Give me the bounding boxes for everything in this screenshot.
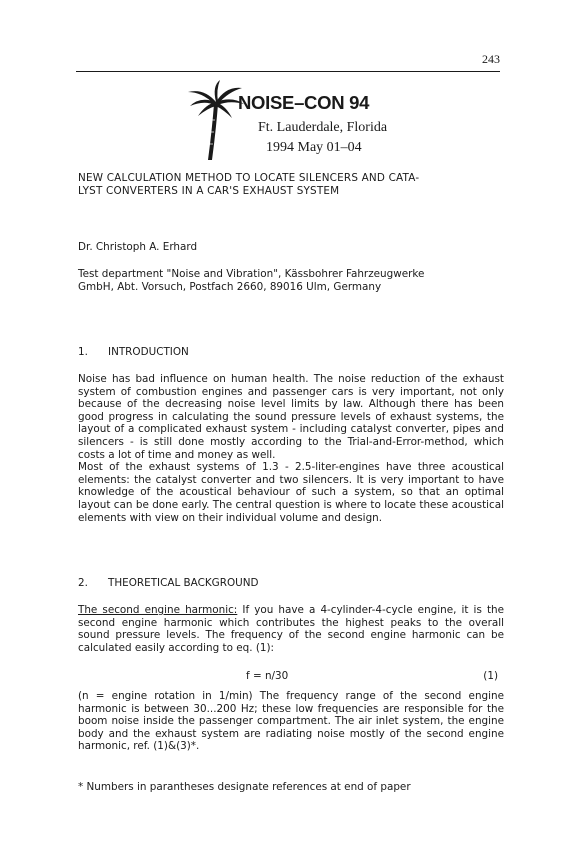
equation-number: (1) xyxy=(483,670,498,682)
paper-title-line-2: LYST CONVERTERS IN A CAR'S EXHAUST SYSTEM xyxy=(78,184,340,197)
introduction-paragraph-1: Noise has bad influence on human health. The noise reduction of the exhaust system of combustion engines and passenger cars is very important, not only because of the decreasing noise level limits by law. Although there has been good progress in calculating the sound pressure levels of exhaust systems, the layout of a complicated exhaust system - including catalyst converter, pipes and silencers - is still done mostly according to the Trial-and-Error-method, which costs a lot of time and money as well. xyxy=(78,373,504,461)
paper-title xyxy=(78,172,504,197)
header-rule xyxy=(76,71,500,72)
affiliation-line-2: GmbH, Abt. Vorsuch, Postfach 2660, 89016 Ulm, Germany xyxy=(78,280,382,293)
author-affiliation xyxy=(78,268,504,293)
author-name: Dr. Christoph A. Erhard xyxy=(78,241,198,253)
conference-location: Ft. Lauderdale, Florida xyxy=(258,120,388,135)
palm-tree-icon xyxy=(186,80,246,162)
theory-paragraph-1 xyxy=(78,604,504,654)
footnote: * Numbers in parantheses designate references at end of paper xyxy=(78,781,411,793)
section-title: INTRODUCTION xyxy=(108,346,189,358)
introduction-body xyxy=(78,373,504,524)
introduction-paragraph-2: Most of the exhaust systems of 1.3 - 2.5-liter-engines have three acoustical elements: the catalyst converter and two silencers. It is very important to have knowledge of the acoustical behaviour of such a system, so that an optimal layout can be done early. The central question is where to locate these acoustical elements with view on their individual volume and design. xyxy=(78,461,504,524)
conference-date: 1994 May 01–04 xyxy=(266,140,362,155)
section-title: THEORETICAL BACKGROUND xyxy=(108,577,259,589)
affiliation-line-1: Test department "Noise and Vibration", Kässbohrer Fahrzeugwerke xyxy=(78,268,425,280)
theory-paragraph-1-text: If you have a 4-cylinder-4-cycle engine, it is the second engine harmonic which contributes the highest peaks to the overall sound pressure levels. The frequency of the second engine harmonic can be calculated easily according to eq. (1): xyxy=(78,604,504,654)
section-number: 1. xyxy=(78,346,88,358)
section-number: 2. xyxy=(78,577,88,589)
theory-paragraph-2: (n = engine rotation in 1/min) The frequency range of the second engine harmonic is between 30...200 Hz; these low frequencies are responsible for the boom noise inside the passenger compartment. The air inlet system, the engine body and the exhaust system are radiating noise mostly of the second engine harmonic, ref. (1)&(3)*. xyxy=(78,690,504,753)
conference-name: NOISE–CON 94 xyxy=(238,92,370,113)
section-heading-introduction xyxy=(78,346,504,359)
equation-formula: f = n/30 xyxy=(246,670,289,682)
theory-body xyxy=(78,604,504,654)
theory-lead-in: The second engine harmonic: xyxy=(78,604,238,616)
page-number: 243 xyxy=(482,52,500,66)
section-heading-theoretical-background xyxy=(78,577,504,590)
paper-title-line-1: NEW CALCULATION METHOD TO LOCATE SILENCERS AND CATA- xyxy=(78,172,420,184)
